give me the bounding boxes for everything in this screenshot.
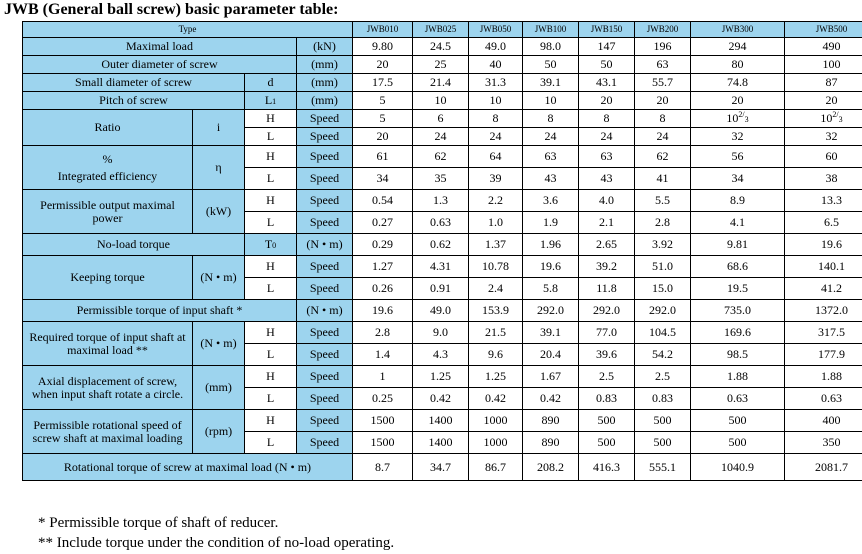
- value-cell: 416.3: [579, 454, 635, 481]
- table-row: [23, 146, 862, 168]
- value-cell: 3.6: [523, 190, 579, 212]
- symbol-subscript: 0: [272, 240, 277, 250]
- unit-cell: (mm): [297, 92, 353, 110]
- unit-cell: (N • m): [297, 300, 353, 322]
- mode-cell: L: [245, 128, 297, 146]
- model-header: JWB200: [635, 22, 691, 38]
- value-cell: 15.0: [635, 278, 691, 300]
- value-cell: 19.5: [691, 278, 785, 300]
- value-cell: 500: [579, 432, 635, 454]
- symbol-cell: [245, 92, 297, 110]
- table-row: [23, 234, 862, 256]
- footnote-2: ** Include torque under the condition of no-load operating.: [38, 535, 395, 551]
- value-cell: 11.8: [579, 278, 635, 300]
- value-cell: 24: [469, 128, 523, 146]
- value-cell: 0.26: [353, 278, 413, 300]
- value-cell: 6.5: [785, 212, 862, 234]
- unit-cell: Speed: [297, 110, 353, 128]
- row-label: Small diameter of screw: [23, 74, 245, 92]
- value-cell: 43: [523, 168, 579, 190]
- value-cell: 0.42: [413, 388, 469, 410]
- value-cell: 1500: [353, 432, 413, 454]
- value-cell: 350: [785, 432, 862, 454]
- value-cell: 31.3: [469, 74, 523, 92]
- value-cell: 8: [635, 110, 691, 128]
- table-row: [23, 74, 862, 92]
- value-cell: 0.63: [785, 388, 862, 410]
- symbol-text: L: [264, 92, 273, 107]
- value-cell: 890: [523, 432, 579, 454]
- value-cell: 10: [413, 92, 469, 110]
- value-cell: 196: [635, 38, 691, 56]
- unit-cell: Speed: [297, 128, 353, 146]
- value-cell: 400: [785, 410, 862, 432]
- value-cell: 1.4: [353, 344, 413, 366]
- value-cell: 98.5: [691, 344, 785, 366]
- mode-cell: H: [245, 146, 297, 168]
- table-row: [23, 22, 862, 38]
- unit-cell: Speed: [297, 190, 353, 212]
- value-cell: 25: [413, 56, 469, 74]
- value-cell: 43: [579, 168, 635, 190]
- table-row: [23, 300, 862, 322]
- value-cell: 1.88: [785, 366, 862, 388]
- value-cell: 50: [579, 56, 635, 74]
- value-cell: 10: [469, 92, 523, 110]
- table-row: [23, 38, 862, 56]
- fraction-base: 10: [726, 110, 739, 125]
- value-cell: 51.0: [635, 256, 691, 278]
- mode-cell: H: [245, 190, 297, 212]
- value-cell: 294: [691, 38, 785, 56]
- value-cell: 292.0: [579, 300, 635, 322]
- fraction-slash: /: [742, 109, 745, 119]
- value-cell: 208.2: [523, 454, 579, 481]
- value-cell: 0.83: [635, 388, 691, 410]
- value-cell: 0.63: [691, 388, 785, 410]
- value-cell: 1.3: [413, 190, 469, 212]
- value-cell: 3.92: [635, 234, 691, 256]
- mode-cell: H: [245, 322, 297, 344]
- value-cell: 1400: [413, 432, 469, 454]
- value-cell: 500: [691, 432, 785, 454]
- value-cell: 34: [691, 168, 785, 190]
- value-cell: 890: [523, 410, 579, 432]
- value-cell: 20: [579, 92, 635, 110]
- value-cell: 5.8: [523, 278, 579, 300]
- value-cell: 32: [691, 128, 785, 146]
- page-title: JWB (General ball screw) basic parameter table:: [4, 1, 339, 18]
- value-cell: 5.5: [635, 190, 691, 212]
- value-cell: 10.78: [469, 256, 523, 278]
- model-header: JWB010: [353, 22, 413, 38]
- model-header: JWB500: [785, 22, 862, 38]
- value-cell: 63: [635, 56, 691, 74]
- row-label: No-load torque: [23, 234, 245, 256]
- label-text: Integrated efficiency: [57, 168, 158, 183]
- value-cell: 40: [469, 56, 523, 74]
- symbol-text: d: [267, 75, 274, 89]
- symbol-subscript: 1: [272, 96, 277, 106]
- mode-cell: L: [245, 212, 297, 234]
- table-row: [23, 256, 862, 278]
- value-cell: 62: [413, 146, 469, 168]
- value-cell: 4.0: [579, 190, 635, 212]
- value-cell: 74.8: [691, 74, 785, 92]
- value-cell: 1000: [469, 432, 523, 454]
- symbol-cell: (N • m): [193, 322, 245, 366]
- row-label: Rotational torque of screw at maximal load (N • m): [23, 454, 353, 481]
- unit-cell: (mm): [297, 74, 353, 92]
- value-cell: 1.37: [469, 234, 523, 256]
- value-cell: 20.4: [523, 344, 579, 366]
- value-cell: 100: [785, 56, 862, 74]
- symbol-cell: i: [193, 110, 245, 146]
- value-cell: 1372.0: [785, 300, 862, 322]
- fraction-slash: /: [836, 109, 839, 119]
- unit-cell: (kN): [297, 38, 353, 56]
- value-cell: 317.5: [785, 322, 862, 344]
- model-header: JWB100: [523, 22, 579, 38]
- value-cell: 1040.9: [691, 454, 785, 481]
- symbol-cell: [245, 74, 297, 92]
- value-cell: 20: [785, 92, 862, 110]
- value-cell: 1: [353, 366, 413, 388]
- value-cell: 1.9: [523, 212, 579, 234]
- value-cell: 39.6: [579, 344, 635, 366]
- symbol-cell: (mm): [193, 366, 245, 410]
- value-cell: 34.7: [413, 454, 469, 481]
- value-cell: 2.4: [469, 278, 523, 300]
- value-cell: 56: [691, 146, 785, 168]
- value-cell: 1.0: [469, 212, 523, 234]
- value-cell: 35: [413, 168, 469, 190]
- value-cell: 20: [635, 92, 691, 110]
- fraction-numerator: 2: [738, 109, 743, 119]
- row-label: Permissible output maximal power: [23, 190, 193, 234]
- value-cell: 68.6: [691, 256, 785, 278]
- value-cell: 86.7: [469, 454, 523, 481]
- value-cell: 63: [523, 146, 579, 168]
- mode-cell: L: [245, 388, 297, 410]
- value-cell: 2.1: [579, 212, 635, 234]
- row-label: Keeping torque: [23, 256, 193, 300]
- value-cell: 24: [579, 128, 635, 146]
- value-cell: 61: [353, 146, 413, 168]
- model-header: JWB025: [413, 22, 469, 38]
- value-cell: 2.8: [635, 212, 691, 234]
- value-cell: 1400: [413, 410, 469, 432]
- value-cell: 555.1: [635, 454, 691, 481]
- table-row: [23, 322, 862, 344]
- value-cell: 9.6: [469, 344, 523, 366]
- symbol-text: T: [264, 236, 273, 251]
- value-cell: 4.1: [691, 212, 785, 234]
- unit-cell: Speed: [297, 278, 353, 300]
- table-row: [23, 190, 862, 212]
- value-cell: 4.31: [413, 256, 469, 278]
- value-cell: 19.6: [353, 300, 413, 322]
- row-label: [23, 146, 193, 190]
- value-cell: 0.91: [413, 278, 469, 300]
- value-cell: 0.25: [353, 388, 413, 410]
- fraction-denominator: 3: [838, 114, 843, 124]
- value-cell: 39: [469, 168, 523, 190]
- value-cell: 60: [785, 146, 862, 168]
- value-cell: 24.5: [413, 38, 469, 56]
- value-cell: 98.0: [523, 38, 579, 56]
- symbol-cell: [245, 234, 297, 256]
- value-cell: 0.42: [469, 388, 523, 410]
- value-cell: 1500: [353, 410, 413, 432]
- symbol-cell: (rpm): [193, 410, 245, 454]
- row-label: Maximal load: [23, 38, 297, 56]
- value-cell: 64: [469, 146, 523, 168]
- row-label: Permissible rotational speed of screw shaft at maximal loading: [23, 410, 193, 454]
- value-cell: 1.67: [523, 366, 579, 388]
- value-cell: 1.96: [523, 234, 579, 256]
- value-cell: 24: [413, 128, 469, 146]
- unit-cell: Speed: [297, 146, 353, 168]
- value-cell: 8: [523, 110, 579, 128]
- value-cell: 38: [785, 168, 862, 190]
- fraction-denominator: 3: [744, 114, 749, 124]
- value-cell: 490: [785, 38, 862, 56]
- value-cell: 49.0: [469, 38, 523, 56]
- value-cell: 39.2: [579, 256, 635, 278]
- mode-cell: L: [245, 432, 297, 454]
- row-label: Axial displacement of screw, when input shaft rotate a circle.: [23, 366, 193, 410]
- value-cell: 5: [353, 92, 413, 110]
- type-header: Type: [23, 22, 353, 38]
- value-cell: 21.4: [413, 74, 469, 92]
- model-header: JWB300: [691, 22, 785, 38]
- mode-cell: H: [245, 410, 297, 432]
- row-label: Required torque of input shaft at maximal load **: [23, 322, 193, 366]
- value-cell: 0.42: [523, 388, 579, 410]
- value-cell: 54.2: [635, 344, 691, 366]
- mode-cell: H: [245, 366, 297, 388]
- value-cell: 8.7: [353, 454, 413, 481]
- label-percent: %: [102, 151, 113, 166]
- value-cell: 20: [353, 56, 413, 74]
- row-label: Outer diameter of screw: [23, 56, 297, 74]
- unit-cell: Speed: [297, 168, 353, 190]
- value-cell: 63: [579, 146, 635, 168]
- value-cell: 32: [785, 128, 862, 146]
- value-cell: 41: [635, 168, 691, 190]
- value-cell: 9.81: [691, 234, 785, 256]
- unit-cell: Speed: [297, 322, 353, 344]
- fraction-value-cell: [691, 110, 785, 128]
- value-cell: 55.7: [635, 74, 691, 92]
- value-cell: 0.63: [413, 212, 469, 234]
- mode-cell: L: [245, 168, 297, 190]
- value-cell: 20: [691, 92, 785, 110]
- value-cell: 9.80: [353, 38, 413, 56]
- symbol-cell: (N • m): [193, 256, 245, 300]
- mode-cell: L: [245, 278, 297, 300]
- value-cell: 292.0: [635, 300, 691, 322]
- value-cell: 17.5: [353, 74, 413, 92]
- value-cell: 19.6: [523, 256, 579, 278]
- value-cell: 2.5: [579, 366, 635, 388]
- value-cell: 169.6: [691, 322, 785, 344]
- value-cell: 1.25: [413, 366, 469, 388]
- value-cell: 34: [353, 168, 413, 190]
- symbol-cell: η: [193, 146, 245, 190]
- table-row: [23, 92, 862, 110]
- value-cell: 9.0: [413, 322, 469, 344]
- footnotes: [38, 513, 394, 553]
- value-cell: 500: [579, 410, 635, 432]
- footnote-1: * Permissible torque of shaft of reducer.: [38, 515, 279, 531]
- value-cell: 177.9: [785, 344, 862, 366]
- row-label: Pitch of screw: [23, 92, 245, 110]
- model-header: JWB150: [579, 22, 635, 38]
- value-cell: 8: [469, 110, 523, 128]
- table-row: [23, 56, 862, 74]
- value-cell: 0.27: [353, 212, 413, 234]
- fraction-numerator: 2: [832, 109, 837, 119]
- value-cell: 10: [523, 92, 579, 110]
- value-cell: 1.25: [469, 366, 523, 388]
- value-cell: 2.8: [353, 322, 413, 344]
- value-cell: 21.5: [469, 322, 523, 344]
- value-cell: 2.2: [469, 190, 523, 212]
- value-cell: 292.0: [523, 300, 579, 322]
- unit-cell: Speed: [297, 432, 353, 454]
- value-cell: 500: [635, 432, 691, 454]
- table-row: [23, 110, 862, 128]
- unit-cell: Speed: [297, 366, 353, 388]
- value-cell: 735.0: [691, 300, 785, 322]
- value-cell: 24: [635, 128, 691, 146]
- unit-cell: Speed: [297, 256, 353, 278]
- value-cell: 500: [691, 410, 785, 432]
- unit-cell: Speed: [297, 212, 353, 234]
- value-cell: 39.1: [523, 74, 579, 92]
- value-cell: 50: [523, 56, 579, 74]
- value-cell: 49.0: [413, 300, 469, 322]
- value-cell: 153.9: [469, 300, 523, 322]
- unit-cell: (N • m): [297, 234, 353, 256]
- unit-cell: (mm): [297, 56, 353, 74]
- value-cell: 43.1: [579, 74, 635, 92]
- unit-cell: Speed: [297, 388, 353, 410]
- unit-cell: Speed: [297, 344, 353, 366]
- value-cell: 6: [413, 110, 469, 128]
- value-cell: 1.27: [353, 256, 413, 278]
- value-cell: 80: [691, 56, 785, 74]
- row-label: Ratio: [23, 110, 193, 146]
- parameter-table: [22, 21, 862, 481]
- fraction-value-cell: [785, 110, 862, 128]
- fraction-base: 10: [820, 110, 833, 125]
- value-cell: 39.1: [523, 322, 579, 344]
- mode-cell: H: [245, 110, 297, 128]
- value-cell: 2.65: [579, 234, 635, 256]
- value-cell: 62: [635, 146, 691, 168]
- value-cell: 24: [523, 128, 579, 146]
- value-cell: 20: [353, 128, 413, 146]
- table-row: [23, 410, 862, 432]
- mode-cell: H: [245, 256, 297, 278]
- value-cell: 77.0: [579, 322, 635, 344]
- symbol-cell: (kW): [193, 190, 245, 234]
- value-cell: 19.6: [785, 234, 862, 256]
- value-cell: 41.2: [785, 278, 862, 300]
- row-label: Permissible torque of input shaft *: [23, 300, 297, 322]
- value-cell: 500: [635, 410, 691, 432]
- unit-cell: Speed: [297, 410, 353, 432]
- value-cell: 140.1: [785, 256, 862, 278]
- model-header: JWB050: [469, 22, 523, 38]
- value-cell: 87: [785, 74, 862, 92]
- value-cell: 0.62: [413, 234, 469, 256]
- value-cell: 4.3: [413, 344, 469, 366]
- value-cell: 1.88: [691, 366, 785, 388]
- table-row: [23, 454, 862, 481]
- value-cell: 0.29: [353, 234, 413, 256]
- value-cell: 2.5: [635, 366, 691, 388]
- value-cell: 13.3: [785, 190, 862, 212]
- value-cell: 104.5: [635, 322, 691, 344]
- mode-cell: L: [245, 344, 297, 366]
- table-row: [23, 366, 862, 388]
- value-cell: 0.83: [579, 388, 635, 410]
- value-cell: 8: [579, 110, 635, 128]
- value-cell: 147: [579, 38, 635, 56]
- value-cell: 0.54: [353, 190, 413, 212]
- value-cell: 1000: [469, 410, 523, 432]
- value-cell: 5: [353, 110, 413, 128]
- value-cell: 8.9: [691, 190, 785, 212]
- value-cell: 2081.7: [785, 454, 862, 481]
